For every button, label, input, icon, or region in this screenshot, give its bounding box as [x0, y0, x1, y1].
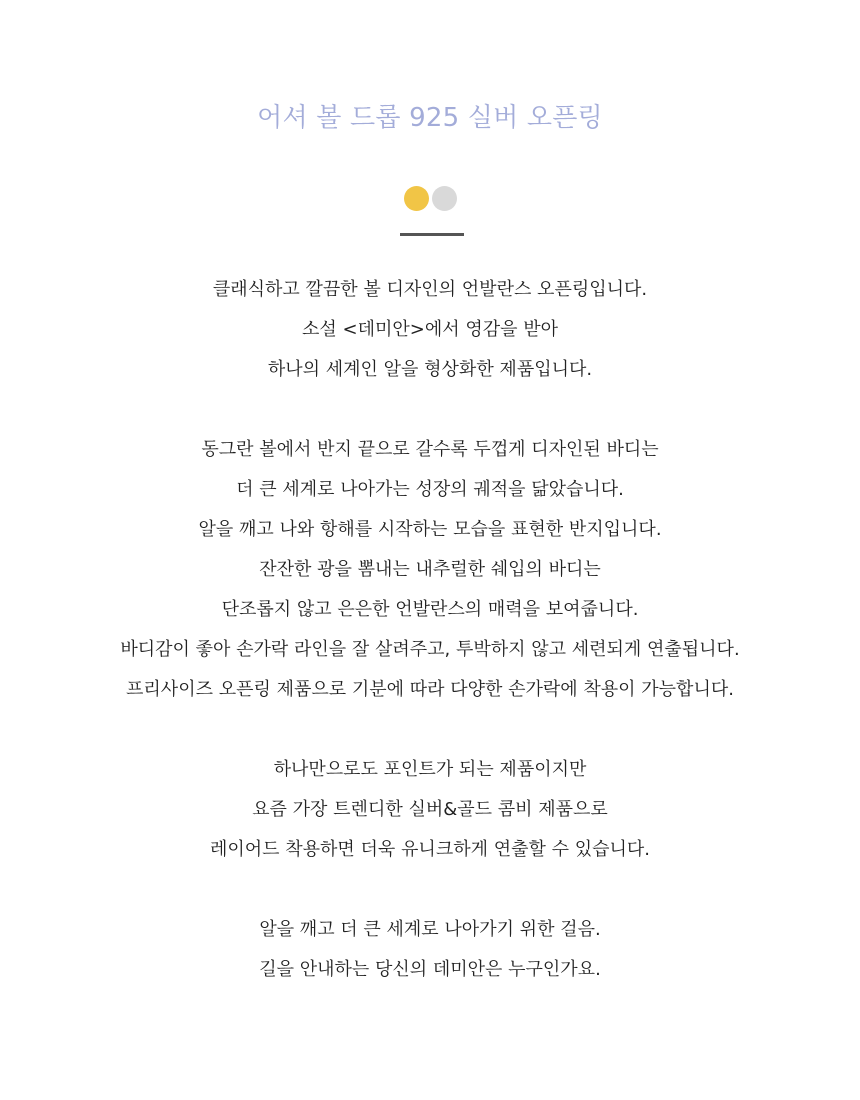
description-line: 하나만으로도 포인트가 되는 제품이지만: [273, 759, 587, 780]
description-line: 하나의 세계인 알을 형상화한 제품입니다.: [267, 359, 593, 380]
description-paragraph: [0, 270, 860, 390]
section-divider: [400, 233, 464, 236]
color-option-gold[interactable]: [404, 186, 429, 211]
description-line: 요즘 가장 트렌디한 실버&골드 콤비 제품으로: [252, 799, 608, 820]
color-option-silver[interactable]: [432, 186, 457, 211]
description-line: 단조롭지 않고 은은한 언발란스의 매력을 보여줍니다.: [221, 599, 639, 620]
color-options: [0, 186, 860, 211]
description-paragraph: [0, 910, 860, 990]
description-line: 길을 안내하는 당신의 데미안은 누구인가요.: [259, 959, 601, 980]
description-line: 더 큰 세계로 나아가는 성장의 궤적을 닮았습니다.: [236, 479, 624, 500]
description-paragraph: [0, 430, 860, 710]
product-description: [0, 270, 860, 1030]
description-line: 프리사이즈 오픈링 제품으로 기분에 따라 다양한 손가락에 착용이 가능합니다.: [126, 679, 734, 700]
description-line: 동그란 볼에서 반지 끝으로 갈수록 두껍게 디자인된 바디는: [201, 439, 659, 460]
product-title: 어셔 볼 드롭 925 실버 오픈링: [257, 103, 603, 133]
description-line: 잔잔한 광을 뽐내는 내추럴한 쉐입의 바디는: [259, 559, 601, 580]
description-line: 알을 깨고 나와 항해를 시작하는 모습을 표현한 반지입니다.: [198, 519, 662, 540]
description-line: 소설 <데미안>에서 영감을 받아: [302, 319, 558, 340]
description-line: 바디감이 좋아 손가락 라인을 잘 살려주고, 투박하지 않고 세련되게 연출됩니다.: [120, 639, 740, 660]
description-line: 클래식하고 깔끔한 볼 디자인의 언발란스 오픈링입니다.: [212, 279, 648, 300]
description-line: 알을 깨고 더 큰 세계로 나아가기 위한 걸음.: [259, 919, 601, 940]
description-line: 레이어드 착용하면 더욱 유니크하게 연출할 수 있습니다.: [210, 839, 650, 860]
description-paragraph: [0, 750, 860, 870]
